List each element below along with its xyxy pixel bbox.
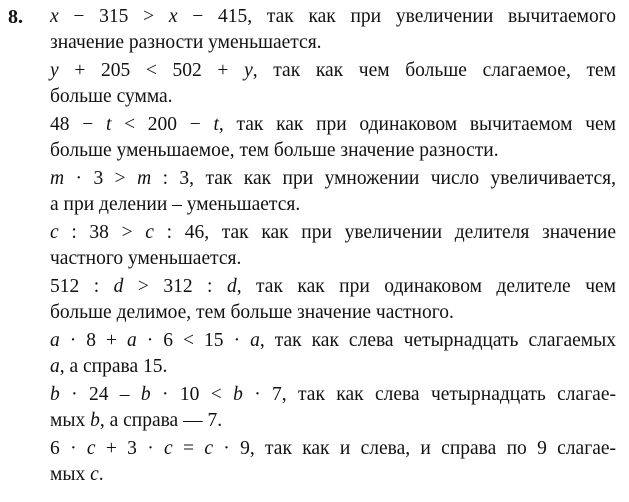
answer-line: больше сумма. xyxy=(50,86,173,107)
answer-line: 6 · c + 3 · c = c · 9, так как и слева, и справа по 9 слагае- xyxy=(50,438,616,459)
answer-item xyxy=(50,274,616,326)
answer-item xyxy=(50,58,616,110)
answer-line: y + 205 < 502 + y, так как чем больше слагаемое, тем xyxy=(50,60,616,81)
problem-number: 8. xyxy=(8,6,23,28)
answer-line: а при делении – уменьшается. xyxy=(50,194,301,215)
answer-item xyxy=(50,166,616,218)
answer-line: больше уменьшаемое, тем больше значение разности. xyxy=(50,140,499,161)
answer-line: 48 − t < 200 − t, так как при одинаковом вычитаемом чем xyxy=(50,114,617,135)
answer-line: x − 315 > x − 415, так как при увеличении вычитаемого xyxy=(50,6,616,27)
answer-line: частного уменьшается. xyxy=(50,248,242,269)
answer-line: c : 38 > c : 46, так как при увеличении делителя значение xyxy=(50,222,616,243)
answer-line: значение разности уменьшается. xyxy=(50,32,322,53)
answer-line: m · 3 > m : 3, так как при умножении число увеличивается, xyxy=(50,168,616,189)
answer-item xyxy=(50,220,616,272)
answer-line: a, а справа 15. xyxy=(50,356,168,377)
answer-item xyxy=(50,4,616,56)
answer-item xyxy=(50,328,616,380)
answer-line: мых b, а справа — 7. xyxy=(50,410,223,431)
answer-item xyxy=(50,436,616,488)
answer-line: больше делимое, тем больше значение частного. xyxy=(50,302,454,323)
answer-line: 512 : d > 312 : d, так как при одинаковом делителе чем xyxy=(50,276,616,297)
answer-item xyxy=(50,112,616,164)
answer-line: b · 24 – b · 10 < b · 7, так как слева четырнадцать слагае- xyxy=(50,384,616,405)
answer-line: a · 8 + a · 6 < 15 · a, так как слева четырнадцать слагаемых xyxy=(50,330,616,351)
answer-list xyxy=(50,4,616,490)
answer-line: мых c. xyxy=(50,464,104,485)
answer-item xyxy=(50,382,616,434)
